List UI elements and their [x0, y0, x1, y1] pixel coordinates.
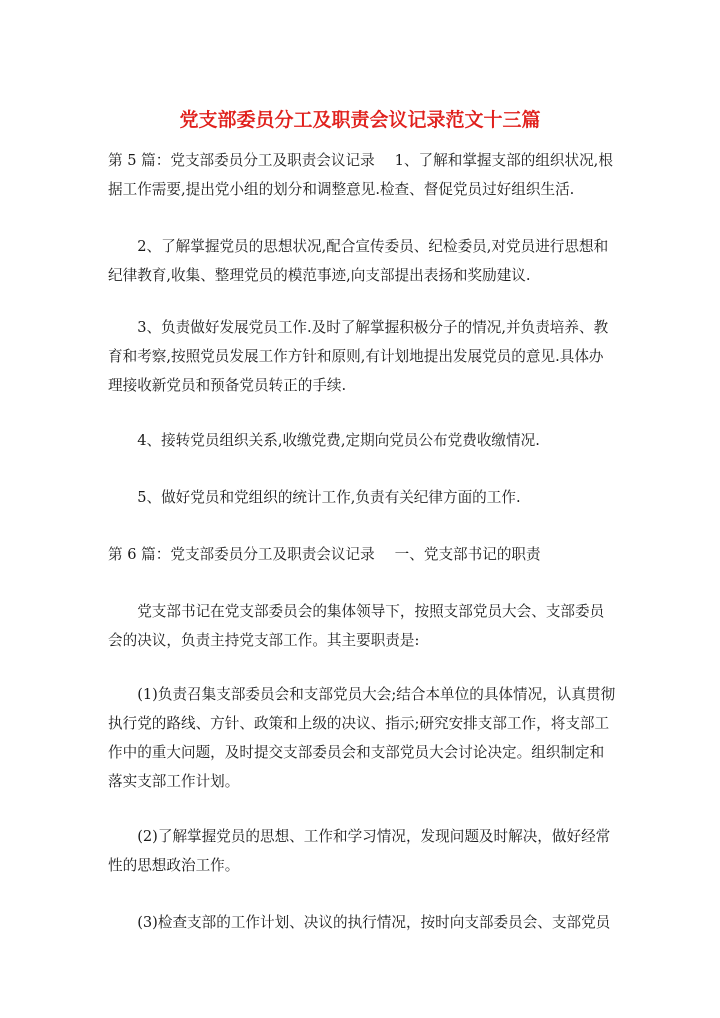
- paragraph-item-2: 2、了解掌握党员的思想状况,配合宣传委员、纪检委员,对党员进行思想和纪律教育,收集、整理党员的模范事迹,向支部提出表扬和奖励建议.: [108, 238, 609, 284]
- paragraph-text: 一、党支部书记的职责: [394, 546, 541, 563]
- document-title: 党支部委员分工及职责会议记录范文十三篇: [179, 109, 541, 131]
- paragraph-item-5: 5、做好党员和党组织的统计工作,负责有关纪律方面的工作.: [137, 489, 521, 506]
- paragraph-duty-3: (3)检查支部的工作计划、决议的执行情况，按时向支部委员会、支部党员: [137, 914, 611, 931]
- paragraph-section-5-intro: [108, 146, 618, 204]
- paragraph-duty-1: (1)负责召集支部委员会和支部党员大会;结合本单位的具体情况，认真贯彻执行党的路线、方针、政策和上级的决议、指示;研究安排支部工作，将支部工作中的重大问题，及时提交支部委员会和支部党员大会讨论决定。组织制定和落实支部工作计划。: [108, 686, 616, 790]
- paragraph-item-3: 3、负责做好发展党员工作.及时了解掌握积极分子的情况,并负责培养、教育和考察,按照党员发展工作方针和原则,有计划地提出发展党员的意见.具体办理接收新党员和预备党员转正的手续.: [108, 319, 609, 394]
- paragraph-duty-2: (2)了解掌握党员的思想、工作和学习情况，发现问题及时解决，做好经常性的思想政治工作。: [108, 828, 611, 874]
- paragraph-secretary-duties: 党支部书记在党支部委员会的集体领导下，按照支部党员大会、支部委员会的决议，负责主持党支部工作。其主要职责是:: [108, 603, 605, 649]
- paragraph-item-4: 4、接转党员组织关系,收缴党费,定期向党员公布党费收缴情况.: [137, 432, 540, 449]
- section-heading: 第 6 篇：党支部委员分工及职责会议记录: [108, 546, 375, 563]
- paragraph-section-6-intro: [108, 540, 618, 569]
- section-heading: 第 5 篇：党支部委员分工及职责会议记录: [108, 152, 375, 169]
- paragraph-text: 1、了解和掌握支部的组织状况,根据工作需要,提出党小组的划分和调整意见.检查、督促党员过好组织生活.: [108, 152, 613, 198]
